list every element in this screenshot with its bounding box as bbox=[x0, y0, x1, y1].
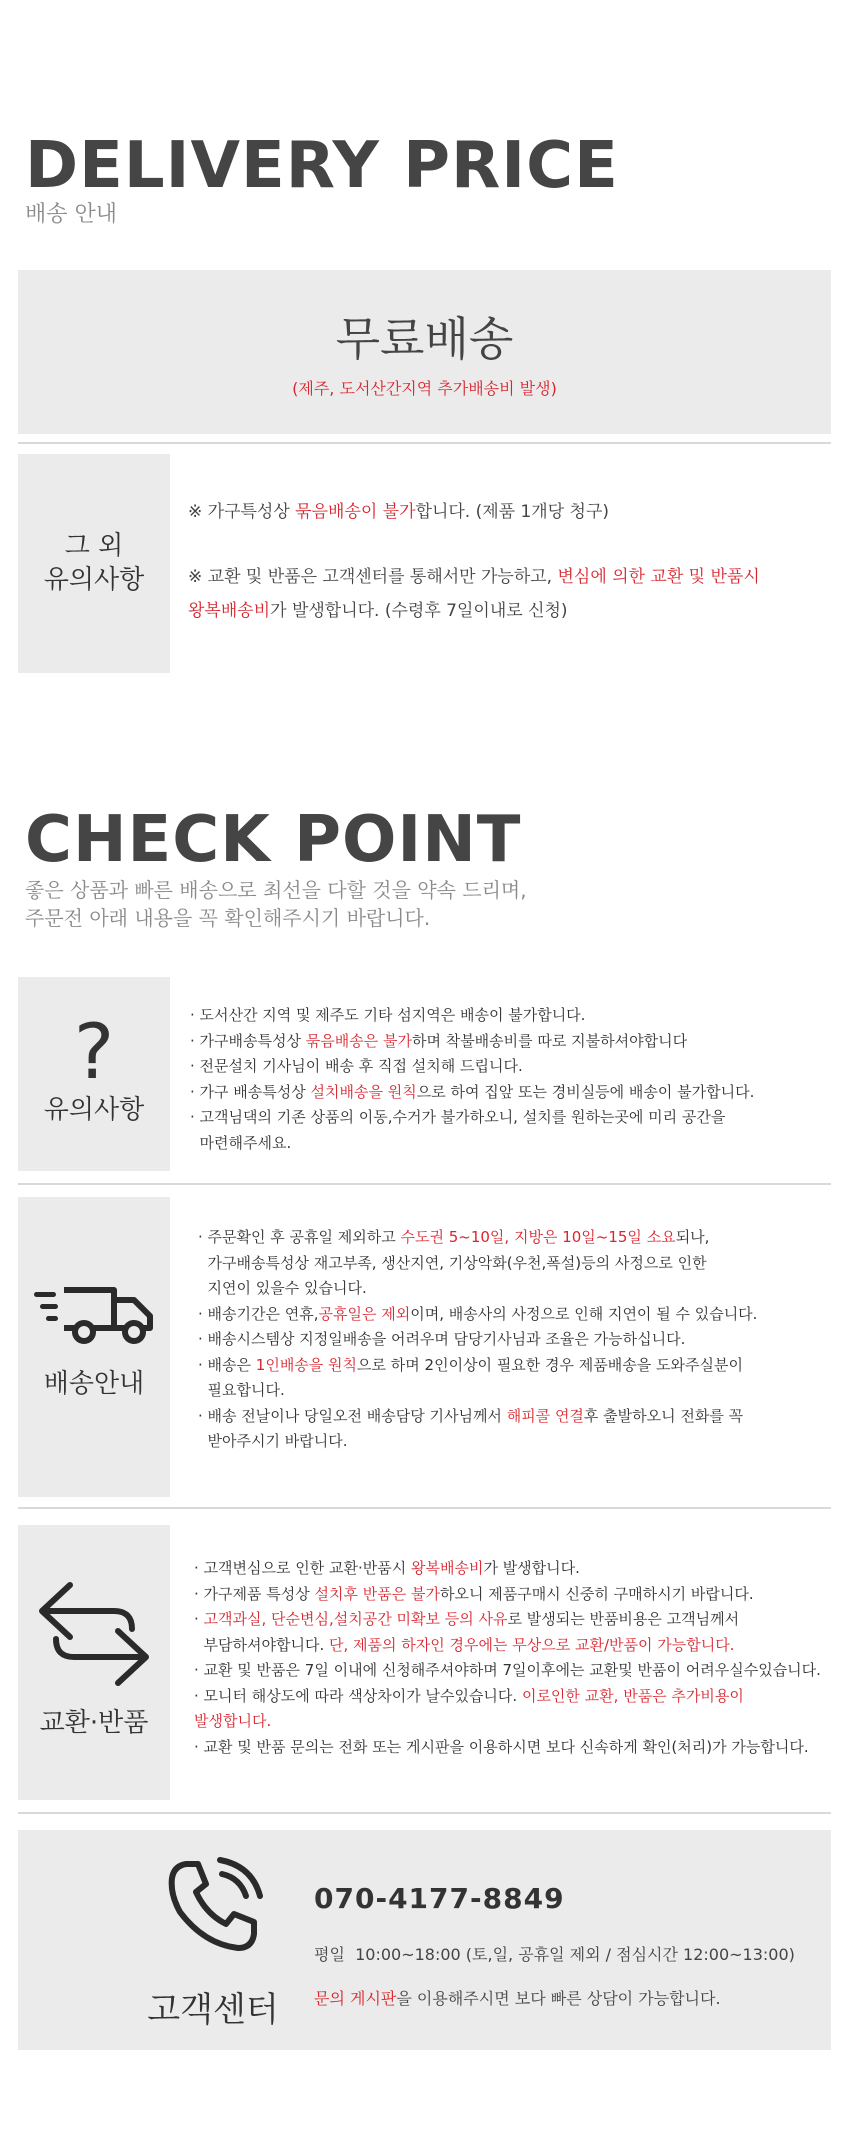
list-item: · 배송 전날이나 당일오전 배송담당 기사님께서 해피콜 연결후 출발하오니 전화를 꼭 bbox=[198, 1406, 744, 1425]
list-item: · 전문설치 기사님이 배송 후 직접 설치해 드립니다. bbox=[190, 1057, 523, 1075]
other-notice-label-2: 유의사항 bbox=[43, 564, 145, 595]
list-item: · 도서산간 지역 및 제주도 기타 섬지역은 배송이 불가합니다. bbox=[190, 1006, 586, 1024]
delivery-title: DELIVERY PRICE bbox=[25, 129, 619, 203]
divider bbox=[18, 1812, 831, 1814]
list-item: · 주문확인 후 공휴일 제외하고 수도권 5~10일, 지방은 10일~15일 소요되나, bbox=[198, 1228, 710, 1246]
list-item: · 가구제품 특성상 설치후 반품은 불가하오니 제품구매시 신중히 구매하시기 바랍니다. bbox=[194, 1584, 754, 1603]
shipping-label: 배송안내 bbox=[43, 1369, 145, 1400]
exchange-arrows-icon bbox=[34, 1579, 154, 1689]
list-item: 필요합니다. bbox=[198, 1381, 285, 1399]
notice-label: 유의사항 bbox=[43, 1095, 145, 1126]
list-item: 부담하셔야합니다. 단, 제품의 하자인 경우에는 무상으로 교환/반품이 가능합니다. bbox=[194, 1635, 735, 1654]
phone-icon bbox=[164, 1856, 264, 1956]
phone-number[interactable]: 070-4177-8849 bbox=[314, 1882, 565, 1915]
notice-list bbox=[190, 1003, 754, 1156]
board-info: 문의 게시판을 이용해주시면 보다 빠른 상담이 가능합니다. bbox=[314, 1989, 721, 2008]
list-item: · 가구배송특성상 묶음배송은 불가하며 착불배송비를 따로 지불하셔야합니다 bbox=[190, 1031, 688, 1050]
note-return-fee: 왕복배송비가 발생합니다. (수령후 7일이내로 신청) bbox=[188, 601, 568, 621]
list-item: 마련해주세요. bbox=[190, 1133, 292, 1152]
divider bbox=[18, 1183, 831, 1185]
exchange-list bbox=[194, 1556, 821, 1760]
exchange-label: 교환·반품 bbox=[39, 1707, 149, 1738]
shipping-list bbox=[198, 1225, 757, 1455]
list-item: · 교환 및 반품 문의는 전화 또는 게시판을 이용하시면 보다 신속하게 확인(처리)가 가능합니다. bbox=[194, 1737, 809, 1756]
checkpoint-subtitle: 좋은 상품과 빠른 배송으로 최선을 다할 것을 약속 드리며, 주문전 아래 내용을 꼭 확인해주시기 바랍니다. bbox=[25, 878, 527, 930]
other-notice-text bbox=[188, 495, 760, 628]
list-item: · 교환 및 반품은 7일 이내에 신청해주셔야하며 7일이후에는 교환및 반품이 어려우실수있습니다. bbox=[194, 1661, 821, 1679]
list-item: · 고객변심으로 인한 교환·반품시 왕복배송비가 발생합니다. bbox=[194, 1559, 580, 1577]
exchange-side bbox=[18, 1525, 170, 1800]
list-item: 받아주시기 바랍니다. bbox=[198, 1432, 348, 1450]
list-item: 가구배송특성상 재고부족, 생산지연, 기상악화(우천,폭설)등의 사정으로 인한 bbox=[198, 1253, 707, 1272]
note-exchange: ※ 교환 및 반품은 고객센터를 통해서만 가능하고, 변심에 의한 교환 및 반품시 bbox=[188, 567, 760, 587]
note-bundle: ※ 가구특성상 묶음배송이 불가합니다. (제품 1개당 청구) bbox=[188, 502, 610, 522]
divider bbox=[18, 442, 831, 444]
business-hours: 평일 10:00~18:00 (토,일, 공휴일 제외 / 점심시간 12:00~13:00) bbox=[314, 1945, 795, 1964]
list-item: · 배송기간은 연휴,공휴일은 제외이며, 배송사의 사정으로 인해 지연이 될 수 있습니다. bbox=[198, 1304, 758, 1323]
other-notice-side bbox=[18, 454, 170, 673]
delivery-truck-icon bbox=[32, 1282, 156, 1346]
divider bbox=[18, 1507, 831, 1509]
delivery-subtitle: 배송 안내 bbox=[25, 202, 118, 227]
other-notice-label-1: 그 외 bbox=[64, 530, 124, 561]
contact-box bbox=[18, 1830, 831, 2050]
list-item: 지연이 있을수 있습니다. bbox=[198, 1279, 367, 1297]
free-shipping-note: (제주, 도서산간지역 추가배송비 발생) bbox=[292, 379, 557, 398]
question-mark-icon: ? bbox=[73, 1007, 115, 1097]
list-item: · 고객과실, 단순변심,설치공간 미확보 등의 사유로 발생되는 반품비용은 고객님께서 bbox=[194, 1610, 740, 1628]
list-item: · 가구 배송특성상 설치배송을 원칙으로 하여 집앞 또는 경비실등에 배송이 불가합니다. bbox=[190, 1082, 755, 1101]
list-item: · 배송시스템상 지정일배송을 어려우며 담당기사님과 조율은 가능하십니다. bbox=[198, 1330, 686, 1348]
free-shipping-title: 무료배송 bbox=[335, 312, 514, 366]
contact-label: 고객센터 bbox=[147, 1990, 279, 2030]
shipping-side bbox=[18, 1197, 170, 1497]
list-item: · 모니터 해상도에 따라 색상차이가 날수있습니다. 이로인한 교환, 반품은 추가비용이 bbox=[194, 1686, 744, 1705]
board-link[interactable]: 문의 게시판 bbox=[314, 1989, 397, 2008]
free-shipping-box bbox=[18, 270, 831, 434]
list-item: 발생합니다. bbox=[194, 1712, 272, 1730]
list-item: · 배송은 1인배송을 원칙으로 하며 2인이상이 필요한 경우 제품배송을 도와주실분이 bbox=[198, 1355, 743, 1374]
checkpoint-title: CHECK POINT bbox=[25, 803, 522, 877]
list-item: · 고객님댁의 기존 상품의 이동,수거가 불가하오니, 설치를 원하는곳에 미리 공간을 bbox=[190, 1108, 726, 1126]
notice-side bbox=[18, 977, 170, 1171]
